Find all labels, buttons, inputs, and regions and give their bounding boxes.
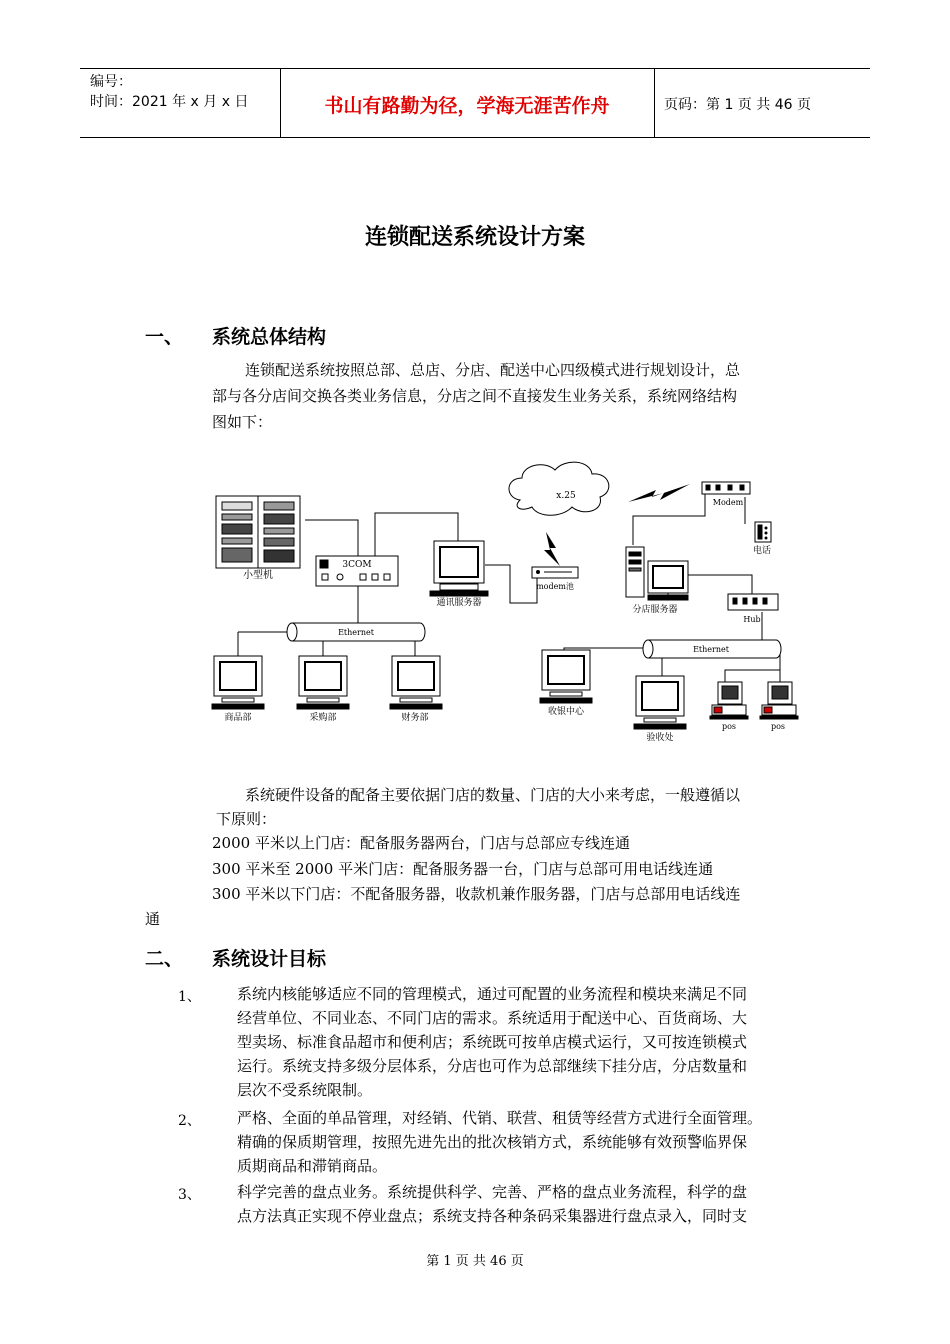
list-item-line: 科学完善的盘点业务。系统提供科学、完善、严格的盘点业务流程，科学的盘 xyxy=(237,1183,748,1201)
purchase-dept-label: 采购部 xyxy=(309,713,337,723)
section2-number: 二、 xyxy=(145,948,184,970)
pos-terminal-icon xyxy=(760,682,798,719)
hardware-line: 下原则： xyxy=(216,810,277,828)
workstation-icon xyxy=(390,656,442,709)
wireless-link-icon xyxy=(544,532,560,566)
modem-label: Modem xyxy=(712,498,744,507)
modem-pool-label: modem池 xyxy=(536,582,574,591)
document-title: 连锁配送系统设计方案 xyxy=(364,225,585,250)
pos-terminal-icon xyxy=(710,682,748,719)
list-item-line: 层次不受系统限制。 xyxy=(237,1081,373,1099)
cloud-label: x.25 xyxy=(556,491,576,501)
list-number: 2、 xyxy=(178,1113,201,1129)
branch-server-label: 分店服务器 xyxy=(632,605,678,615)
comm-server-label: 通讯服务器 xyxy=(436,598,482,608)
page-header xyxy=(80,68,870,138)
comm-server-icon xyxy=(430,541,488,596)
minicomputer-label: 小型机 xyxy=(243,570,273,581)
list-item-line: 系统内核能够适应不同的管理模式，通过可配置的业务流程和模块来满足不同 xyxy=(237,985,748,1003)
finance-dept-label: 财务部 xyxy=(401,713,429,723)
list-item xyxy=(237,1106,812,1178)
workstation-icon xyxy=(297,656,349,709)
section1-number: 一、 xyxy=(145,326,184,348)
link-line xyxy=(305,520,358,556)
goods-dept-label: 商品部 xyxy=(224,713,252,723)
list-item xyxy=(237,1180,812,1228)
switch-label: 3COM xyxy=(342,560,372,570)
list-item-line: 精确的保质期管理，按照先进先出的批次核销方式，系统能够有效预警临界保 xyxy=(237,1133,748,1151)
ethernet-left-label: Ethernet xyxy=(338,628,374,637)
list-number: 1、 xyxy=(178,989,201,1005)
modem-icon xyxy=(702,482,750,494)
cloud-icon xyxy=(509,462,609,515)
hub-icon xyxy=(728,594,778,610)
list-item-line: 型卖场、标准食品超市和便利店；系统既可按单店模式运行，又可按连锁模式 xyxy=(237,1033,748,1051)
intro-line: 连锁配送系统按照总部、总店、分店、配送中心四级模式进行规划设计，总 xyxy=(245,361,741,379)
workstation-icon xyxy=(540,650,592,703)
intro-line: 图如下： xyxy=(212,413,273,431)
hardware-line: 300 平米至 2000 平米门店：配备服务器一台，门店与总部可用电话线连通 xyxy=(212,860,714,878)
ethernet-right-label: Ethernet xyxy=(693,645,729,654)
hardware-line: 2000 平米以上门店：配备服务器两台，门店与总部应专线连通 xyxy=(212,834,630,852)
pos1-label: pos xyxy=(721,722,737,731)
phone-label: 电话 xyxy=(752,546,772,556)
hardware-line: 通 xyxy=(145,910,161,928)
pos2-label: pos xyxy=(770,722,786,731)
network-diagram xyxy=(0,460,950,750)
section1-heading: 系统总体结构 xyxy=(212,326,327,348)
phone-icon xyxy=(755,522,771,542)
hardware-line: 300 平米以下门店：不配备服务器，收款机兼作服务器，门店与总部用电话线连 xyxy=(212,885,741,903)
header-divider xyxy=(654,69,655,137)
intro-line: 部与各分店间交换各类业务信息，分店之间不直接发生业务关系，系统网络结构 xyxy=(212,387,738,405)
list-number: 3、 xyxy=(178,1187,201,1203)
list-item-line: 质期商品和滞销商品。 xyxy=(237,1157,388,1175)
receiving-label: 验收处 xyxy=(646,733,674,743)
serial-label: 编号： xyxy=(90,74,132,90)
time-label: 时间：2021 年 x 月 x 日 xyxy=(90,94,249,110)
branch-server-icon xyxy=(626,547,688,600)
header-motto: 书山有路勤为径，学海无涯苦作舟 xyxy=(324,95,610,117)
list-item-line: 运行。系统支持多级分层体系，分店也可作为总部继续下挂分店，分店数量和 xyxy=(237,1057,748,1075)
section2-heading: 系统设计目标 xyxy=(212,948,327,970)
page-footer: 第 1 页 共 46 页 xyxy=(426,1254,524,1269)
workstation-icon xyxy=(212,656,264,709)
list-item-line: 经营单位、不同业态、不同门店的需求。系统适用于配送中心、百货商场、大 xyxy=(237,1009,748,1027)
modem-pool-icon xyxy=(532,567,578,578)
cashier-center-label: 收银中心 xyxy=(547,707,585,717)
wireless-link-icon xyxy=(628,484,690,502)
link-line xyxy=(485,565,537,603)
hub-label: Hub xyxy=(743,615,761,624)
hardware-line: 系统硬件设备的配备主要依据门店的数量、门店的大小来考虑，一般遵循以 xyxy=(245,786,741,804)
list-item-line: 点方法真正实现不停业盘点；系统支持各种条码采集器进行盘点录入，同时支 xyxy=(237,1207,748,1225)
minicomputer-icon xyxy=(216,496,300,568)
header-page-info: 页码：第 1 页 共 46 页 xyxy=(664,97,811,113)
list-item xyxy=(237,982,812,1102)
header-left xyxy=(90,72,248,112)
link-line xyxy=(633,493,705,545)
workstation-icon xyxy=(634,676,686,729)
list-item-line: 严格、全面的单品管理，对经销、代销、联营、租赁等经营方式进行全面管理。 xyxy=(237,1109,763,1127)
